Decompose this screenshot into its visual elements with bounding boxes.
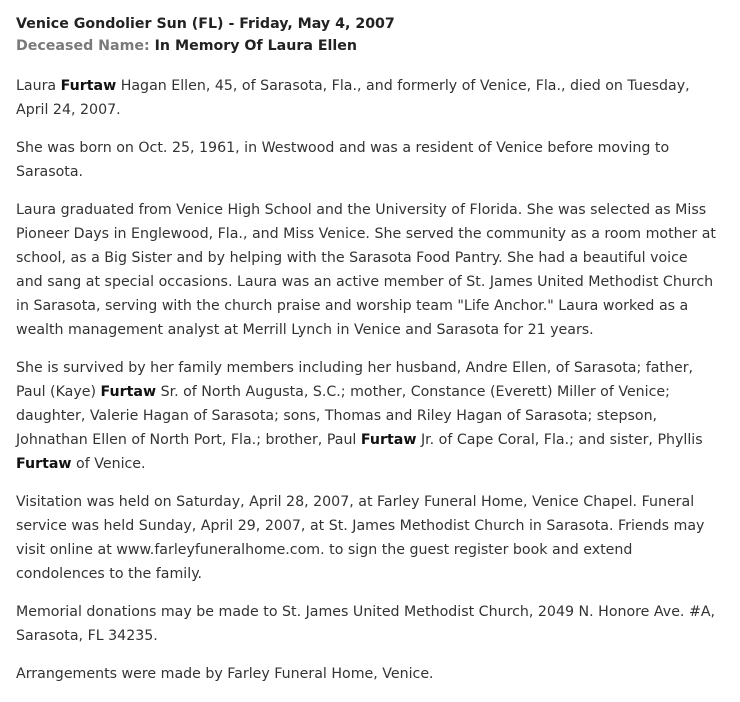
paragraph-survivors: She is survived by her family members including her husband, Andre Ellen, of Sarasota; father, Paul (Kaye) Furtaw Sr. of North Augusta, S.C.; mother, Constance (Everett) Miller of Venice; daughter, Valerie Hagan of Sarasota; sons, Thomas and Riley Hagan of Sarasota; stepson, Johnathan Ellen of North Port, Fla.; brother, Paul Furtaw Jr. of Cape Coral, Fla.; and sister, Phyllis Furtaw of Venice. [16,360,703,472]
paragraph-birth: She was born on Oct. 25, 1961, in Westwood and was a resident of Venice before moving to Sarasota. [16,140,670,180]
paragraph-biography: Laura graduated from Venice High School and the University of Florida. She was selected as Miss Pioneer Days in Englewood, Fla., and Miss Venice. She served the community as a room mother at school, as a Big Sister and by helping with the Sarasota Food Pantry. She had a beautiful voice and sang at special occasions. Laura was an active member of St. James United Methodist Church in Sarasota, serving with the church praise and worship team "Life Anchor." Laura worked as a wealth management analyst at Merrill Lynch in Venice and Sarasota for 21 years. [16,202,716,338]
deceased-line [16,35,716,57]
surname-highlight: Furtaw [100,384,157,400]
deceased-name: In Memory Of Laura Ellen [154,38,357,54]
paragraph-donations: Memorial donations may be made to St. James United Methodist Church, 2049 N. Honore Ave. #A, Sarasota, FL 34235. [16,604,716,644]
surname-highlight: Furtaw [60,78,117,94]
deceased-label: Deceased Name: [16,38,150,54]
obituary-body [16,74,716,686]
obituary-header [16,13,716,57]
surname-highlight: Furtaw [16,456,72,472]
paragraph-arrangements: Arrangements were made by Farley Funeral Home, Venice. [16,666,434,682]
surname-highlight: Furtaw [360,432,417,448]
source-line: Venice Gondolier Sun (FL) - Friday, May 4, 2007 [16,16,395,32]
paragraph-services: Visitation was held on Saturday, April 28, 2007, at Farley Funeral Home, Venice Chapel. Funeral service was held Sunday, April 29, 2007, at St. James Methodist Church in Sarasota. Friends may visit online at www.farleyfuneralhome.com. to sign the guest register book and extend condolences to the family. [16,494,705,582]
paragraph-death-notice: Laura Furtaw Hagan Ellen, 45, of Sarasota, Fla., and formerly of Venice, Fla., died on Tuesday, April 24, 2007. [16,78,690,118]
